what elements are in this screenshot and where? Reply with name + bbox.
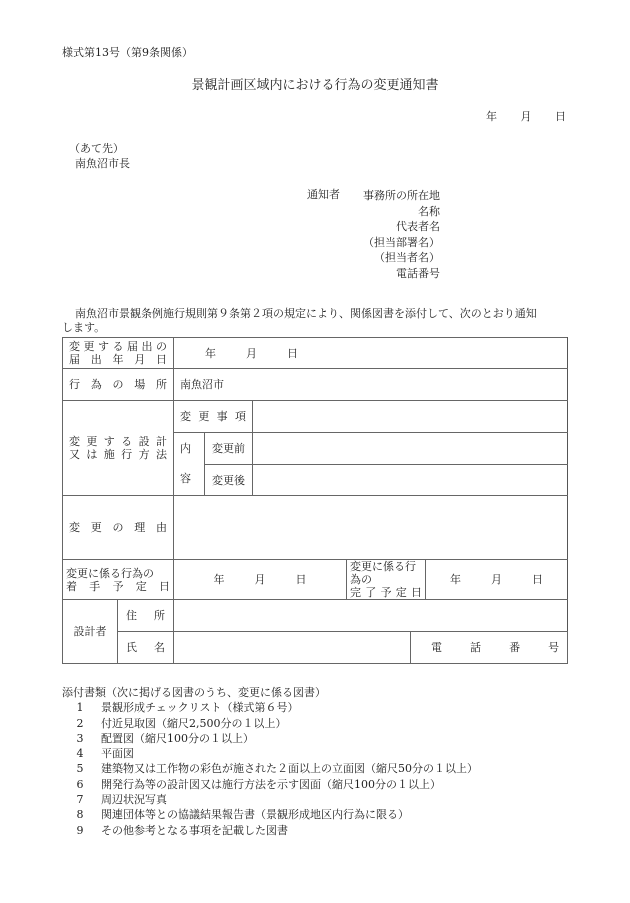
notification-date-label: 変 更 す る 届 出 の 届 出 年 月 日 — [63, 338, 174, 369]
attachments-list — [62, 685, 478, 838]
end-date-year: 年 — [450, 573, 462, 586]
designer-address-field[interactable] — [174, 600, 568, 632]
reason-field[interactable] — [174, 496, 568, 560]
start-date-field[interactable] — [174, 560, 347, 600]
attachment-item: 3 配置図（縮尺100分の１以上） — [76, 731, 254, 745]
body-text-line1: 南魚沼市景観条例施行規則第９条第２項の規定により、関係図書を添付して、次のとおり通知 — [75, 307, 537, 320]
table-row-designer-address — [63, 600, 568, 632]
start-date-label: 変更に係る行為の 着 手 予 定 日 — [63, 560, 174, 600]
table-row-change-item — [63, 401, 568, 433]
end-date-label: 変更に係る行為の 完 了 予 定 日 — [347, 560, 426, 600]
table-row-schedule — [63, 560, 568, 600]
end-date-day: 日 — [532, 573, 544, 586]
attachment-item: 1 景観形成チェックリスト（様式第６号） — [76, 701, 299, 715]
end-date-month: 月 — [491, 573, 503, 586]
attachments-heading: 添付書類（次に掲げる図書のうち、変更に係る図書） — [62, 686, 326, 699]
notifier-field-department: （担当部署名） — [363, 235, 440, 249]
attachment-item: 4 平面図 — [76, 747, 134, 761]
attachment-item: 8 関連団体等との協議結果報告書（景観形成地区内行為に限る） — [76, 808, 409, 822]
addressee-label: （あて先） — [69, 142, 124, 155]
end-date-field[interactable] — [426, 560, 568, 600]
designer-address-label: 住 所 — [118, 600, 174, 632]
before-change-field[interactable] — [253, 433, 568, 465]
location-field[interactable]: 南魚沼市 — [174, 369, 568, 401]
after-change-field[interactable] — [253, 465, 568, 496]
change-item-field[interactable] — [253, 401, 568, 433]
reason-label: 変 更 の 理 由 — [63, 496, 174, 560]
table-row-reason — [63, 496, 568, 560]
addressee-name: 南魚沼市長 — [75, 157, 130, 170]
notification-date-year: 年 — [205, 346, 216, 360]
notifier-label: 通知者 — [307, 188, 340, 201]
form-number: 様式第13号（第9条関係） — [62, 46, 193, 59]
attachment-item: 9 その他参考となる事項を記載した図書 — [76, 823, 288, 837]
date-month-label: 月 — [520, 110, 532, 123]
notification-date-day: 日 — [287, 346, 298, 360]
notifier-field-person-in-charge: （担当者名） — [374, 251, 440, 264]
notifier-field-name: 名称 — [418, 204, 440, 218]
start-date-day: 日 — [295, 573, 307, 586]
document-date — [486, 110, 566, 124]
notification-date-field[interactable] — [174, 338, 568, 369]
content-label: 内 容 — [174, 433, 205, 496]
designer-phone-label: 電 話 番 号 — [411, 632, 568, 664]
document-title: 景観計画区域内における行為の変更通知書 — [191, 78, 439, 93]
table-row-designer-name — [63, 632, 568, 664]
location-label: 行 為 の 場 所 — [63, 369, 174, 401]
designer-name-field[interactable] — [174, 632, 411, 664]
design-method-label: 変 更 す る 設 計 又 は 施 行 方 法 — [63, 401, 174, 496]
date-year-label: 年 — [486, 110, 497, 123]
notifier-fields — [300, 188, 440, 281]
before-change-label: 変更前 — [205, 433, 253, 465]
attachment-item: 5 建築物又は工作物の彩色が施された２面以上の立面図（縮尺50分の１以上） — [76, 762, 478, 776]
change-item-label: 変 更 事 項 — [174, 401, 253, 433]
body-text-line2: します。 — [62, 321, 106, 334]
date-day-label: 日 — [555, 110, 566, 123]
notifier-field-office-address: 事務所の所在地 — [363, 189, 440, 202]
notifier-field-phone: 電話番号 — [396, 266, 440, 280]
start-date-month: 月 — [254, 573, 266, 586]
attachment-item: 7 周辺状況写真 — [76, 793, 167, 807]
notifier-field-representative: 代表者名 — [396, 220, 440, 233]
table-row-notification-date — [63, 338, 568, 369]
start-date-year: 年 — [213, 573, 225, 586]
attachment-item: 6 開発行為等の設計図又は施行方法を示す図面（縮尺100分の１以上） — [76, 777, 441, 791]
designer-name-label: 氏 名 — [118, 632, 174, 664]
table-row-location — [63, 369, 568, 401]
notification-date-month: 月 — [246, 346, 257, 360]
after-change-label: 変更後 — [205, 465, 253, 496]
designer-label: 設計者 — [63, 600, 118, 664]
change-notification-table — [62, 337, 568, 664]
attachment-item: 2 付近見取図（縮尺2,500分の１以上） — [76, 716, 287, 730]
